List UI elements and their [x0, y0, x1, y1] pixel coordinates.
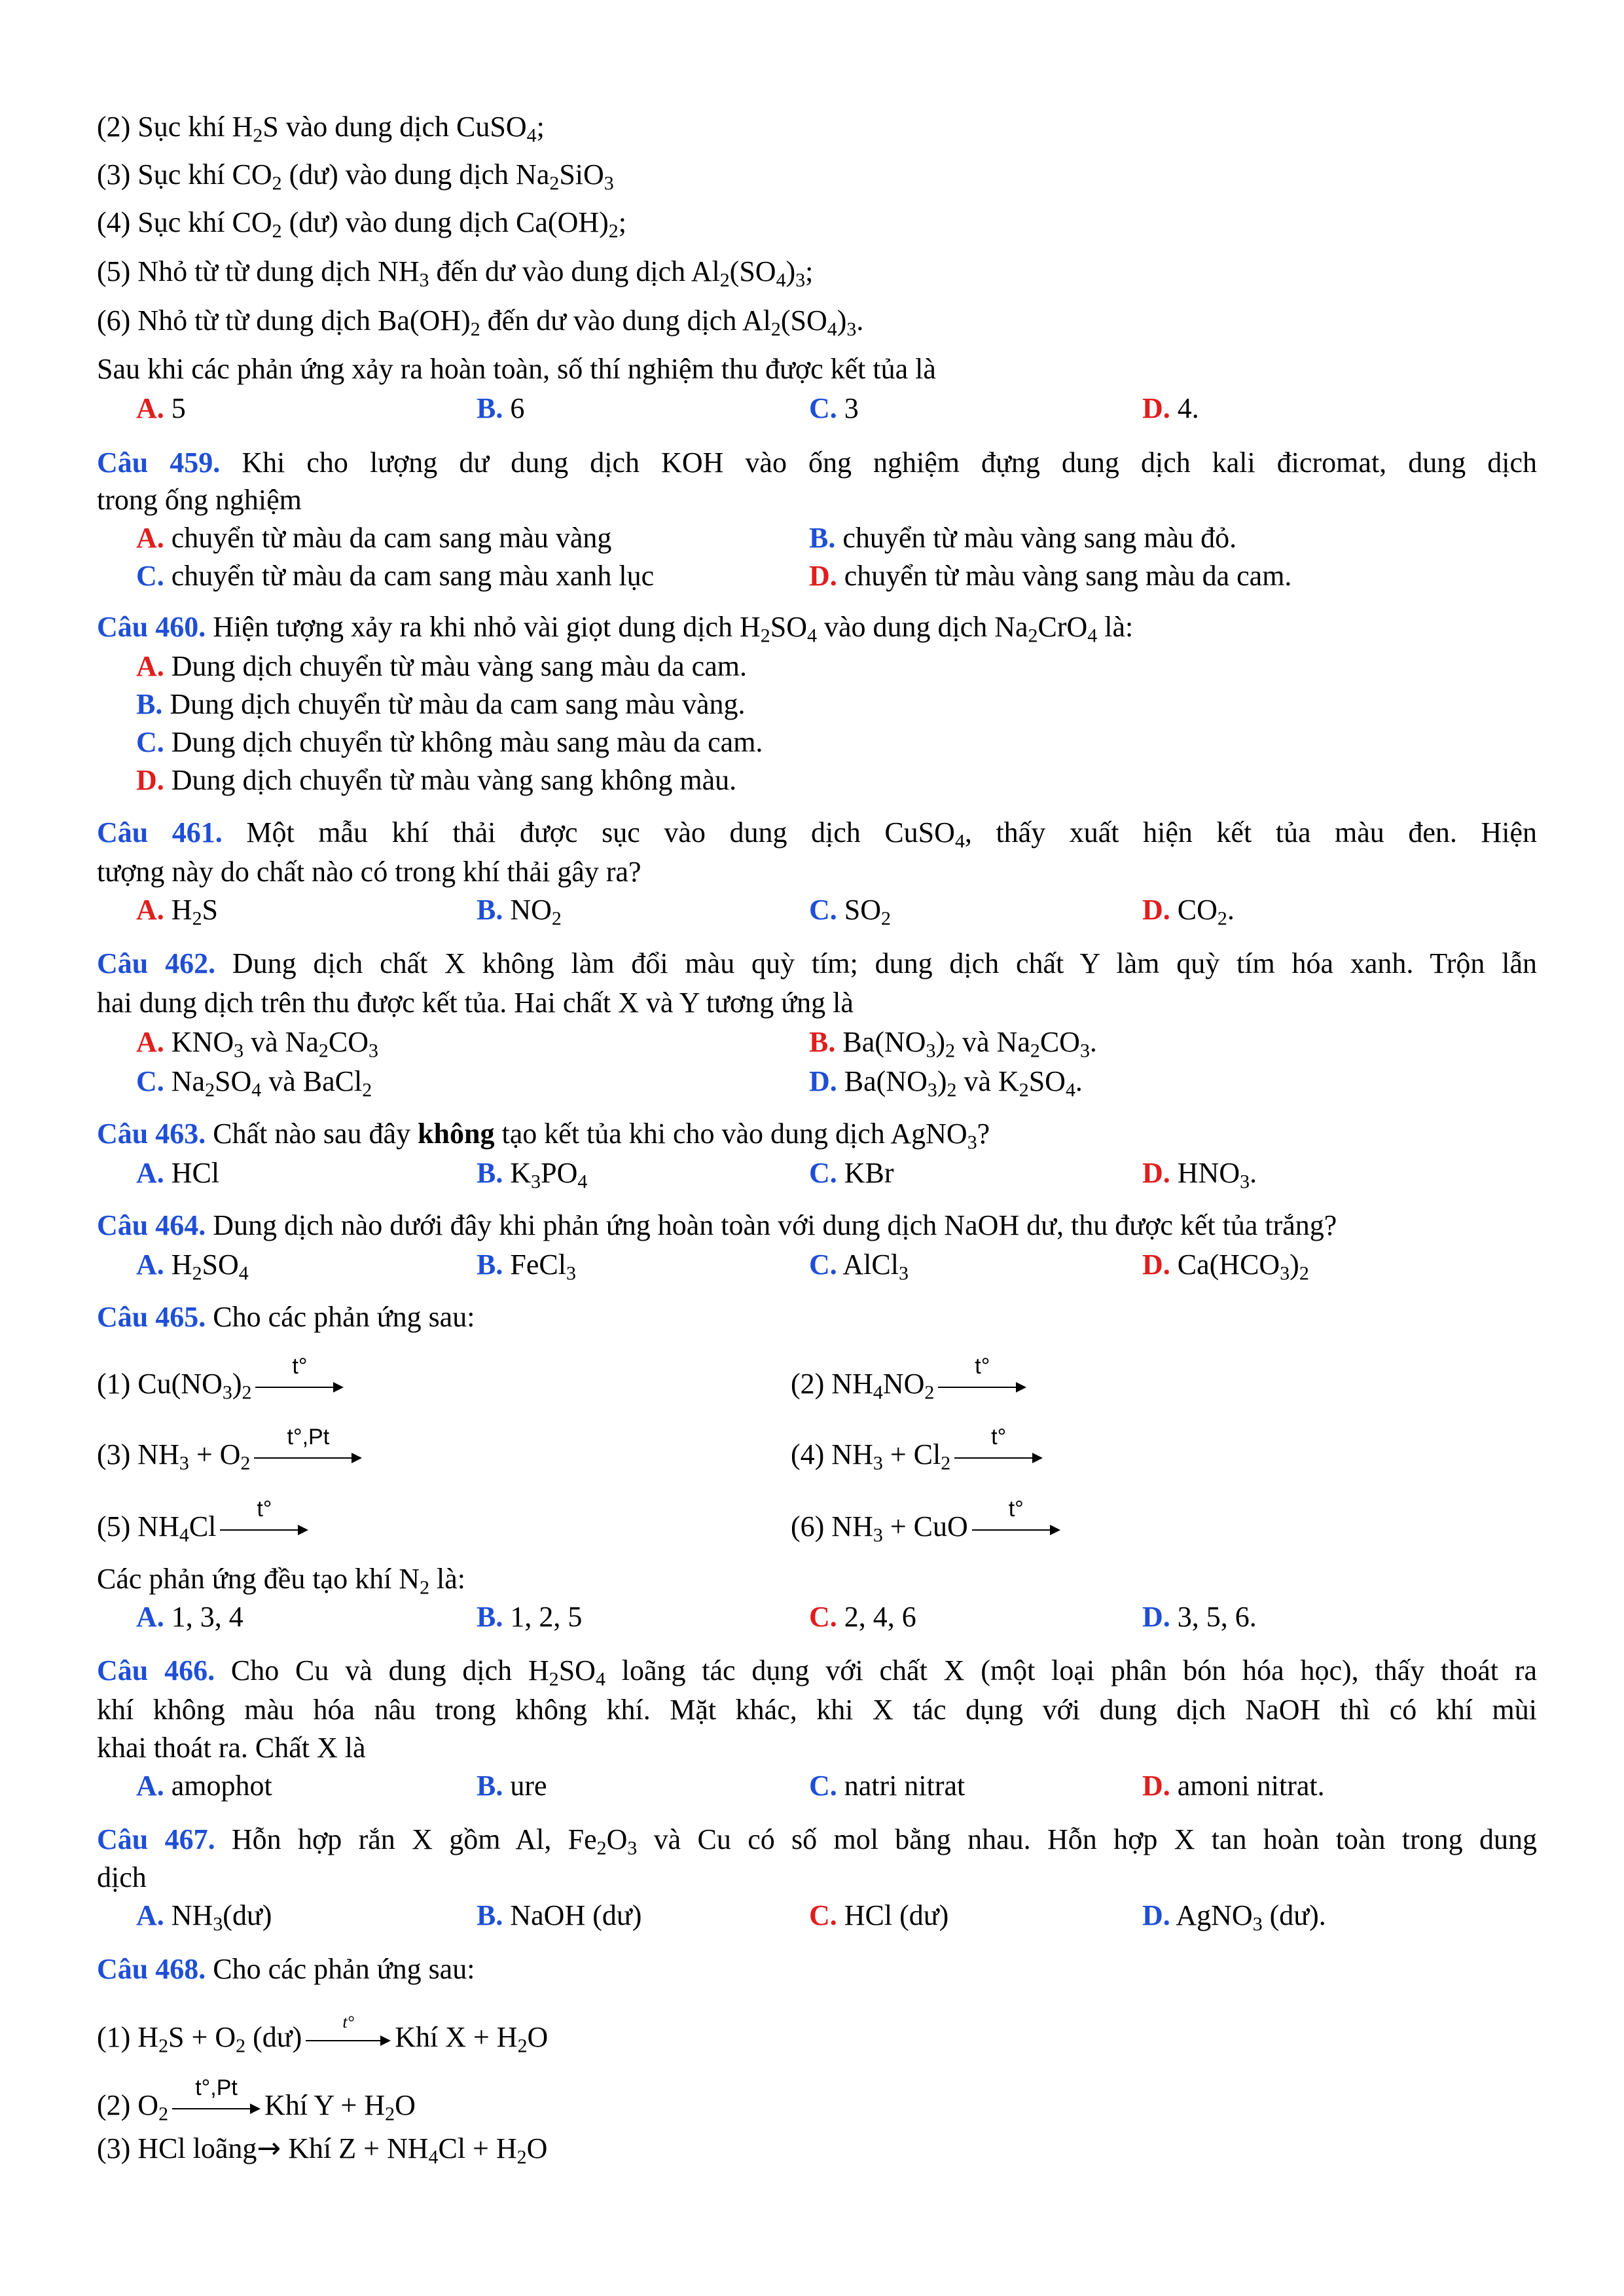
q460-choice-a[interactable]: A. Dung dịch chuyển từ màu vàng sang màu da cam.	[136, 650, 747, 682]
q458-item-6: (6) Nhỏ từ từ dung dịch $Ba(OH)_2$ đến dư vào dung dịch $Al_2(SO_4)_3$.	[97, 304, 864, 340]
q466-choice-a[interactable]: A. amophot	[136, 1770, 272, 1802]
q461-choice-d[interactable]: D. $CO_2$.	[1142, 894, 1235, 930]
reaction-arrow-icon: t°	[972, 1515, 1060, 1544]
reaction-arrow-icon: t°	[938, 1372, 1026, 1401]
q458-choice-b[interactable]: B. 6	[477, 392, 525, 424]
q465-stem: Câu 465. Cho các phản ứng sau:	[97, 1301, 475, 1333]
q466-choice-c[interactable]: C. natri nitrat	[809, 1770, 965, 1802]
q458-choice-d[interactable]: D. 4.	[1142, 392, 1199, 424]
q465-reaction-6: (6) $NH_3$ + CuO t°	[791, 1512, 1064, 1544]
q465-reaction-2: (2) $NH_4NO_2$ t°	[791, 1370, 1030, 1401]
q461-stem-cont: tượng này do chất nào có trong khí thải gây ra?	[97, 856, 641, 888]
reaction-arrow-icon: t°,Pt	[254, 1443, 362, 1472]
q462-choice-a[interactable]: A. $KNO_3$ và $Na_2CO_3$	[136, 1026, 378, 1062]
reaction-arrow-icon: t°	[954, 1443, 1043, 1472]
q465-reaction-1: (1) $Cu(NO_3)_2$ t°	[97, 1370, 348, 1401]
q467-choice-a[interactable]: A. $NH_3(dư)$	[136, 1899, 272, 1935]
q460-choice-d[interactable]: D. Dung dịch chuyển từ màu vàng sang không màu.	[136, 764, 737, 796]
q466-choice-b[interactable]: B. ure	[477, 1770, 547, 1802]
q460-choice-c[interactable]: C. Dung dịch chuyển từ không màu sang màu da cam.	[136, 726, 763, 758]
q465-choice-a[interactable]: A. 1, 3, 4	[136, 1601, 244, 1633]
q464-stem: Câu 464. Dung dịch nào dưới đây khi phản ứng hoàn toàn với dung dịch NaOH dư, thu được kết tủa trắng?	[97, 1209, 1337, 1241]
q467-choice-c[interactable]: C. HCl (dư)	[809, 1899, 949, 1931]
q468-reaction-2: (2) $O_2$ t°,Pt Khí $Y + H_2O$	[97, 2075, 416, 2125]
q461-choice-a[interactable]: A. $H_2S$	[136, 894, 218, 930]
q465-choice-b[interactable]: B. 1, 2, 5	[477, 1601, 583, 1633]
q464-choice-a[interactable]: A. $H_2SO_4$	[136, 1248, 249, 1285]
q458-item-3: (3) Sục khí $CO_2$ (dư) vào dung dịch $Na_2SiO_3$	[97, 158, 614, 194]
q458-item-2: (2) Sục khí $H_2S$ vào dung dịch CuSO$_4$;	[97, 111, 545, 147]
q468-reaction-3: (3) HCl loãng→ Khí $Z + NH_4Cl + H_2O$	[97, 2132, 548, 2168]
q464-choice-b[interactable]: B. FeCl$_3$	[477, 1248, 576, 1285]
q459-stem-cont: trong ống nghiệm	[97, 484, 302, 516]
q467-stem: Câu 467. Hỗn hợp rắn X gồm Al, $Fe_2O_3$ và Cu có số mol bằng nhau. Hỗn hợp X tan hoàn toàn trong dung	[97, 1823, 1537, 1859]
q458-item-4: (4) Sục khí $CO_2$ (dư) vào dung dịch $Ca(OH)_2$;	[97, 206, 626, 242]
reaction-arrow-icon: t°,Pt	[172, 2094, 261, 2123]
q462-choice-b[interactable]: B. $Ba(NO_3)_2$ và $Na_2CO_3$.	[809, 1026, 1097, 1062]
q462-choice-d[interactable]: D. $Ba(NO_3)_2$ và $K_2SO_4$.	[809, 1065, 1083, 1101]
q464-choice-c[interactable]: C. AlCl$_3$	[809, 1248, 909, 1285]
q467-choice-d[interactable]: D. AgNO$_3$ (dư).	[1142, 1899, 1326, 1935]
q465-question: Các phản ứng đều tạo khí $N_2$ là:	[97, 1563, 466, 1599]
q466-stem-cont: khí không màu hóa nâu trong không khí. Mặt khác, khi X tác dụng với dung dịch NaOH thì có khí mùi	[97, 1694, 1537, 1726]
q463-choice-c[interactable]: C. KBr	[809, 1157, 894, 1189]
q465-choice-c[interactable]: C. 2, 4, 6	[809, 1601, 916, 1633]
q458-item-5: (5) Nhỏ từ từ dung dịch $NH_3$ đến dư vào dung dịch $Al_2(SO_4)_3$;	[97, 255, 814, 291]
q463-stem: Câu 463. Chất nào sau đây không tạo kết tủa khi cho vào dung dịch AgNO$_3$?	[97, 1118, 990, 1154]
reaction-arrow-icon: t°	[306, 2026, 391, 2054]
q465-reaction-4: (4) $NH_3 + Cl_2$ t°	[791, 1440, 1047, 1472]
q465-reaction-3: (3) $NH_3 + O_2$ t°,Pt	[97, 1440, 366, 1472]
q459-choice-a[interactable]: A. chuyển từ màu da cam sang màu vàng	[136, 522, 612, 554]
q466-stem-cont-2: khai thoát ra. Chất X là	[97, 1732, 366, 1764]
q458-question: Sau khi các phản ứng xảy ra hoàn toàn, số thí nghiệm thu được kết tủa là	[97, 353, 936, 385]
q458-choice-c[interactable]: C. 3	[809, 392, 859, 424]
q460-stem: Câu 460. Hiện tượng xảy ra khi nhỏ vài giọt dung dịch $H_2SO_4$ vào dung dịch $Na_2CrO_4$ là:	[97, 611, 1134, 647]
q460-choice-b[interactable]: B. Dung dịch chuyển từ màu da cam sang màu vàng.	[136, 688, 746, 720]
q468-reaction-1: (1) $H_2S + O_2$ (dư) t° Khí $X + H_2O$	[97, 2012, 549, 2057]
q462-stem-cont: hai dung dịch trên thu được kết tủa. Hai chất X và Y tương ứng là	[97, 987, 854, 1019]
q466-choice-d[interactable]: D. amoni nitrat.	[1142, 1770, 1325, 1802]
q465-choice-d[interactable]: D. 3, 5, 6.	[1142, 1601, 1257, 1633]
q463-choice-d[interactable]: D. $HNO_3$.	[1142, 1157, 1257, 1193]
q463-choice-b[interactable]: B. $K_3PO_4$	[477, 1157, 588, 1193]
reaction-arrow-icon: t°	[220, 1515, 308, 1544]
q459-stem: Câu 459. Khi cho lượng dư dung dịch KOH vào ống nghiệm đựng dung dịch kali đicromat, dung dịch	[97, 446, 1537, 479]
reaction-arrow-icon: t°	[255, 1372, 344, 1401]
reaction-arrow-icon: →	[257, 2132, 281, 2165]
q464-choice-d[interactable]: D. $Ca(HCO_3)_2$	[1142, 1248, 1309, 1285]
q459-choice-b[interactable]: B. chuyển từ màu vàng sang màu đỏ.	[809, 522, 1237, 554]
q465-reaction-5: (5) $NH_4Cl$ t°	[97, 1512, 312, 1544]
q461-choice-c[interactable]: C. $SO_2$	[809, 894, 891, 930]
q462-stem: Câu 462. Dung dịch chất X không làm đổi màu quỳ tím; dung dịch chất Y làm quỳ tím hóa xanh. Trộn lẫn	[97, 947, 1537, 979]
q459-choice-d[interactable]: D. chuyển từ màu vàng sang màu da cam.	[809, 560, 1292, 592]
q468-stem: Câu 468. Cho các phản ứng sau:	[97, 1953, 475, 1985]
q459-choice-c[interactable]: C. chuyển từ màu da cam sang màu xanh lục	[136, 560, 655, 592]
q467-stem-cont: dịch	[97, 1861, 147, 1893]
q466-stem: Câu 466. Cho Cu và dung dịch $H_2SO_4$ loãng tác dụng với chất X (một loại phân bón hóa học), thấy thoát ra	[97, 1654, 1538, 1690]
q461-choice-b[interactable]: B. $NO_2$	[477, 894, 562, 930]
q458-choice-a[interactable]: A. 5	[136, 392, 186, 424]
q461-stem: Câu 461. Một mẫu khí thải được sục vào dung dịch CuSO$_4$, thấy xuất hiện kết tủa màu đen. Hiện	[97, 816, 1537, 852]
q463-choice-a[interactable]: A. HCl	[136, 1157, 220, 1189]
q467-choice-b[interactable]: B. NaOH (dư)	[477, 1899, 642, 1931]
q462-choice-c[interactable]: C. $Na_2SO_4$ và BaCl$_2$	[136, 1065, 372, 1101]
